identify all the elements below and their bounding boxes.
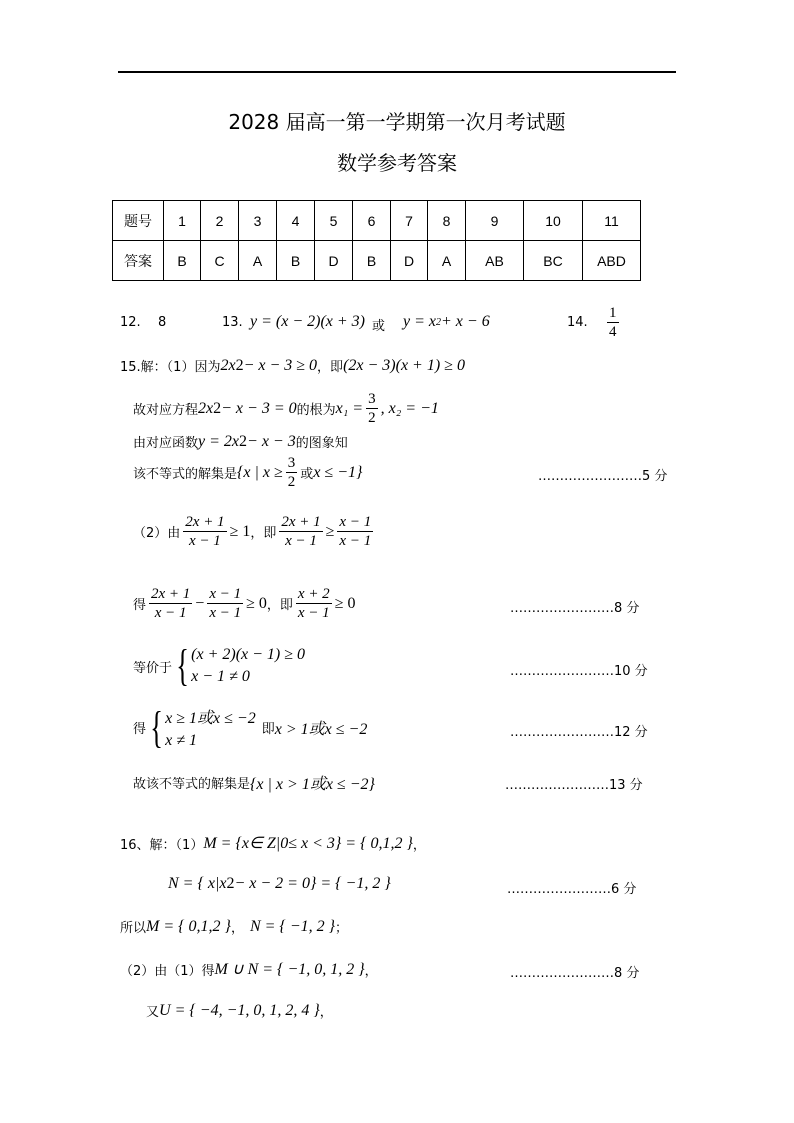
score-8: ……………………8 分 [510,601,640,616]
q15-line-3: 由对应函数 y = 2x 2 − x − 3 的图象知 [133,432,348,451]
table-cell: 2 [201,201,239,241]
table-cell: B [277,241,315,281]
q14-answer: 1 4 [609,305,617,340]
q15-line-2: 故对应方程 2x 2 − x − 3 = 0 的根为 x₁ = $\frac{3}{2}$ , x₂ = −1 [133,391,439,426]
score-12: ……………………12 分 [510,725,648,740]
table-cell: 7 [391,201,428,241]
q16-line-2: N = { x|x 2 − x − 2 = 0} = { −1, 2 } [168,875,391,892]
table-row-answers [113,241,641,281]
score-13: ……………………13 分 [505,778,643,793]
header-rule [118,71,676,73]
q15-part2-line-3: 等价于 { (x + 2)(x − 1) ≥ 0 x − 1 ≠ 0 [133,641,306,690]
q15-line-1: 15.解：（1）因为 2x 2 − x − 3 ≥ 0 ，即 (2x − 3)(x + 1) ≥ 0 [120,356,465,375]
q15-part2-line-4: 得 { x ≥ 1或x ≤ −2 x ≠ 1 即 x > 1或x ≤ −2 [133,702,368,752]
table-cell: A [239,241,277,281]
table-cell: B [164,241,201,281]
q13-number: 13. [222,315,243,330]
table-cell: 9 [466,201,524,241]
q15-line-4: 该不等式的解集是 {x | x ≥ $\frac{3}{2}$ 或 x ≤ −1} [133,455,363,490]
table-cell: 题号 [113,201,164,241]
q15-part2-line-5: 故该不等式的解集是 {x | x > 1或x ≤ −2} [133,776,375,793]
document-subtitle: 数学参考答案 [337,151,457,175]
q12-number: 12. [120,315,141,330]
document-title: 2028 届高一第一学期第一次月考试题 [228,110,566,134]
table-row-numbers [113,201,641,241]
table-cell: 1 [164,201,201,241]
score-10: ……………………10 分 [510,664,648,679]
score-8b: ……………………8 分 [510,966,640,981]
table-cell: 6 [353,201,391,241]
table-cell: C [201,241,239,281]
q12-answer: 8 [158,315,167,330]
score-5: ……………………5 分 [538,469,668,484]
table-cell: BC [524,241,583,281]
score-6: ……………………6 分 [507,882,637,897]
q14-number: 14. [567,315,588,330]
table-cell: 11 [583,201,641,241]
table-cell: 8 [428,201,466,241]
table-cell: 5 [315,201,353,241]
q13-or: 或 [372,319,386,334]
q13-answer-2: y = x 2 + x − 6 [403,313,490,330]
q16-line-5: 又 U = { −4, −1, 0, 1, 2, 4 } ， [146,1001,333,1020]
q16-line-4: （2）由（1）得 M ∪ N = { −1, 0, 1, 2 } ， [120,961,378,979]
table-cell: 答案 [113,241,164,281]
q16-line-3: 所以 M = { 0,1,2 } ， N = { −1, 2 } ； [120,917,349,936]
q16-line-1: 16、解：（1） M = {x∈ Z|0≤ x < 3} = { 0,1,2 } ， [120,835,426,853]
table-cell: D [315,241,353,281]
table-cell: 10 [524,201,583,241]
table-cell: 4 [277,201,315,241]
table-cell: D [391,241,428,281]
table-cell: 3 [239,201,277,241]
table-cell: A [428,241,466,281]
table-cell: B [353,241,391,281]
table-cell: AB [466,241,524,281]
q15-part2-line-2: 得 2x + 1 x − 1 − $\frac{x - 1}{x - 1}$ ≥ 0 ，即 $\frac{x + 2}{x - 1}$ ≥ 0 [133,586,356,621]
q15-part2-line-1: （2）由 $\frac{2x + 1}{x - 1}$ ≥ 1 ，即 $\frac{2x + 1}{x - 1}$ ≥ $\frac{x - 1}{x - 1}$ [133,514,372,549]
table-cell: ABD [583,241,641,281]
q13-answer-1: y = (x − 2)(x + 3) [250,313,366,330]
answer-table [112,200,641,281]
